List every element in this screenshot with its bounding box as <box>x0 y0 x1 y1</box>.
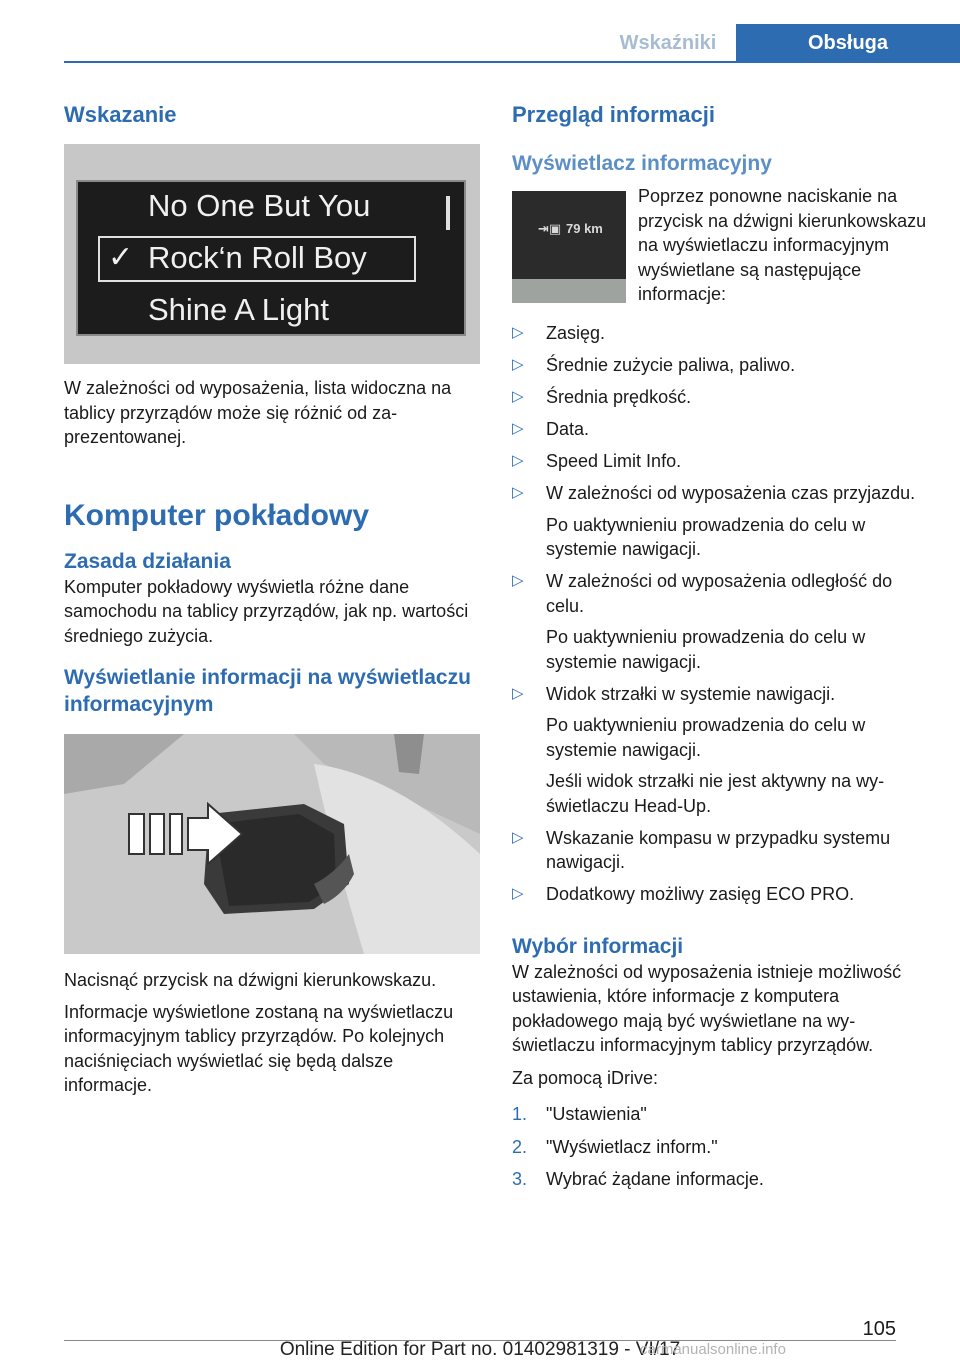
triangle-bullet-icon: ▷ <box>512 828 524 846</box>
list-item: ▷ Dodatkowy możliwy zasięg ECO PRO. <box>512 882 932 907</box>
list-item: ▷ Zasięg. <box>512 321 932 346</box>
right-column <box>512 100 932 1200</box>
list-row-1: No One But You <box>148 188 371 223</box>
header-rule <box>64 61 960 63</box>
triangle-bullet-icon: ▷ <box>512 684 524 702</box>
display-screen <box>76 180 466 336</box>
list-item: ▷ Średnia prędkość. <box>512 385 932 410</box>
list-item: ▷ Speed Limit Info. <box>512 449 932 474</box>
heading-wyswietlacz: Wyświetlacz informacyjny <box>512 152 772 175</box>
paragraph-za-pomoca: Za pomocą iDrive: <box>512 1067 659 1088</box>
list-item: ▷ W zależności od wyposażenia czas przyjazdu. Po uaktywnieniu prowadzenia do celu w systemie nawigacji. <box>512 483 916 559</box>
fuel-range-icon: ⇥▣ <box>538 221 562 236</box>
check-icon: ✓ <box>108 241 134 274</box>
info-bullet-list <box>512 321 932 907</box>
paragraph-intro: Poprzez ponowne naciskanie na przycisk na dźwigni kierunkowskazu na wyświetlaczu informacyjnym wyświetlane są następujące informacje: <box>638 186 927 304</box>
paragraph-nacisnac: Nacisnąć przycisk na dźwigni kierunkowskazu. <box>64 970 437 990</box>
edition-note: Online Edition for Part no. 01402981319 - VI/17 <box>279 1339 681 1360</box>
steps-list <box>512 1102 932 1192</box>
triangle-bullet-icon: ▷ <box>512 356 524 373</box>
tab-chapter: Obsługa <box>736 24 960 62</box>
triangle-bullet-icon: ▷ <box>512 388 524 405</box>
heading-wybor: Wybór informacji <box>512 934 684 958</box>
heading-wyswietlanie: Wyświetlanie informacji na wyświetlaczu informacyjnym <box>64 666 471 716</box>
triangle-bullet-icon: ▷ <box>512 324 524 341</box>
list-item: ▷ Średnie zużycie paliwa, paliwo. <box>512 353 932 378</box>
chapter-tabs <box>600 24 960 62</box>
heading-komputer: Komputer pokładowy <box>64 498 370 532</box>
list-item: 2. "Wyświetlacz inform." <box>512 1136 718 1157</box>
list-row-2: Rock‘n Roll Boy <box>148 240 367 275</box>
info-display-image <box>512 191 626 303</box>
turn-signal-lever-image <box>64 734 480 954</box>
list-item: ▷ Wskazanie kompasu w przypadku systemu nawigacji. <box>512 827 891 872</box>
triangle-bullet-icon: ▷ <box>512 572 524 589</box>
paragraph-wybor: W zależności od wyposażenia istnieje możliwość ustawienia, które informacje z komputera pokładowego mają być wyświetlane na wyświetlaczu informacyjnym tablicy przyrządów. <box>512 961 902 1055</box>
range-value: 79 km <box>566 221 603 236</box>
scrollbar-indicator <box>446 196 450 230</box>
left-column <box>64 100 482 1098</box>
display-list-image <box>64 144 480 364</box>
triangle-bullet-icon: ▷ <box>512 452 524 469</box>
list-item: ▷ W zależności od wyposażenia odległość do celu. Po uaktywnieniu prowadzenia do celu w systemie nawigacji. <box>512 571 893 672</box>
list-item: ▷ Data. <box>512 417 932 442</box>
triangle-bullet-icon: ▷ <box>512 484 524 501</box>
paragraph-list-note: W zależności od wyposażenia, lista widoczna na tablicy przyrządów może się różnić od zaprezentowanej. <box>64 378 452 447</box>
paragraph-informacje: Informacje wyświetlone zostaną na wyświetlaczu informacyjnym tablicy przyrządów. Po kolejnych naciśnięciach wyświetlać się będą dalsze informacje. <box>64 1001 454 1095</box>
paragraph-zasada: Komputer pokładowy wyświetla różne dane samochodu na tablicy przyrządów, jak np. wartości średniego zużycia. <box>64 576 469 646</box>
list-row-3: Shine A Light <box>148 292 329 327</box>
heading-zasada: Zasada działania <box>64 549 231 573</box>
heading-wskazanie: Wskazanie <box>64 102 177 127</box>
tab-section: Wskaźniki <box>600 24 736 62</box>
triangle-bullet-icon: ▷ <box>512 885 524 902</box>
list-item: ▷ Widok strzałki w systemie nawigacji. Po uaktywnieniu prowadzenia do celu w systemie nawigacji. Jeśli widok strzałki nie jest aktywny na wyświetlaczu Head-Up. <box>512 683 885 816</box>
lever-illustration <box>64 734 480 954</box>
list-item: 1. "Ustawienia" <box>512 1104 647 1124</box>
info-display-block <box>512 186 932 313</box>
info-display-screen <box>512 191 626 279</box>
watermark: carmanualsonline.info <box>640 1341 786 1358</box>
triangle-bullet-icon: ▷ <box>512 420 524 437</box>
page-number: 105 <box>862 1318 896 1340</box>
list-item: 3. Wybrać żądane informacje. <box>512 1169 764 1189</box>
heading-przeglad: Przegląd informacji <box>512 102 715 127</box>
